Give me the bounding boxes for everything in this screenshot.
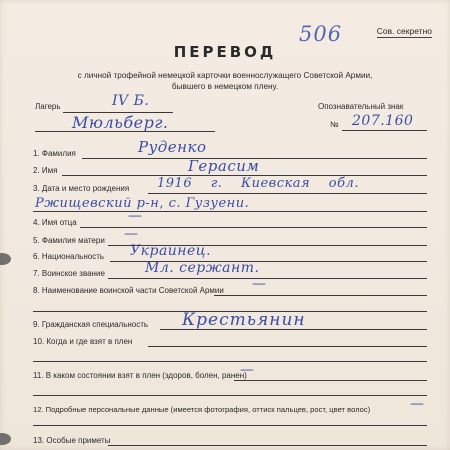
- id-number-label: №: [330, 120, 339, 129]
- field-surname-label: 1. Фамилия: [33, 149, 76, 158]
- field-personal-line-2: [33, 425, 427, 426]
- field-rank-line: [108, 278, 427, 279]
- field-nationality-value: Украинец.: [130, 243, 212, 259]
- id-number-line: [342, 130, 427, 131]
- field-father-value: —: [128, 208, 143, 224]
- camp-label: Лагерь: [35, 102, 61, 111]
- subtitle-line-1: с личной трофейной немецкой карточки военнослужащего Советской Армии,: [77, 71, 373, 80]
- field-profession-value: Крестьянин: [182, 310, 306, 330]
- field-condition-line-2: [33, 395, 427, 396]
- field-unit-label: 8. Наименование воинской части Советской Армии: [33, 286, 224, 295]
- field-surname-value: Руденко: [138, 138, 207, 156]
- field-capture-label: 10. Когда и где взят в плен: [33, 337, 133, 346]
- field-birth-label: 3. Дата и место рождения: [33, 184, 130, 193]
- handwritten-number: 506: [299, 22, 343, 46]
- field-personal-label: 12. Подробные персональные данные (имеется фотография, оттиск пальцев, рост, цвет волос): [33, 405, 371, 414]
- subtitle-line-2: бывшего в немецком плену.: [171, 82, 279, 91]
- field-mother-label: 5. Фамилия матери: [33, 236, 105, 245]
- camp-handwritten-name: Мюльберг.: [72, 113, 169, 132]
- field-condition-line: [234, 380, 427, 381]
- field-birth-line: [148, 193, 427, 194]
- camp-name-line: [35, 131, 215, 132]
- field-capture-line: [148, 346, 427, 347]
- field-marks-label: 13. Особые приметы: [33, 436, 111, 445]
- classification-stamp: Сов. секретно: [376, 26, 432, 36]
- punch-hole: [0, 253, 11, 265]
- field-father-label: 4. Имя отца: [33, 218, 77, 227]
- punch-hole: [0, 433, 11, 445]
- field-birth-value-2: Ржищевский р-н, с. Гузуени.: [35, 196, 250, 211]
- field-rank-label: 7. Воинское звание: [33, 269, 105, 278]
- field-capture-line-2: [33, 361, 427, 362]
- field-unit-line: [214, 295, 427, 296]
- id-label: Опознавательный знак: [318, 102, 404, 111]
- field-personal-value: —: [410, 396, 425, 412]
- field-nationality-label: 6. Национальность: [33, 252, 105, 261]
- field-birth-value: 1916 г. Киевская обл.: [157, 176, 359, 191]
- field-rank-value: Мл. сержант.: [145, 260, 260, 276]
- field-profession-label: 9. Гражданская специальность: [33, 320, 149, 329]
- field-marks-line: [108, 445, 427, 446]
- field-unit-value: —: [252, 276, 267, 292]
- field-mother-value: —: [124, 226, 139, 242]
- document-title: ПЕРЕВОД: [173, 43, 277, 61]
- field-condition-label: 11. В каком состоянии взят в плен (здоров, болен, ранен): [33, 371, 247, 380]
- document-subtitle: [40, 70, 410, 92]
- camp-value: IV Б.: [112, 93, 150, 109]
- field-name-label: 2. Имя: [33, 166, 58, 175]
- field-condition-value: —: [240, 362, 255, 378]
- field-name-value: Герасим: [188, 157, 260, 175]
- id-number-value: 207.160: [352, 113, 414, 129]
- field-birth-line-2: [33, 211, 427, 212]
